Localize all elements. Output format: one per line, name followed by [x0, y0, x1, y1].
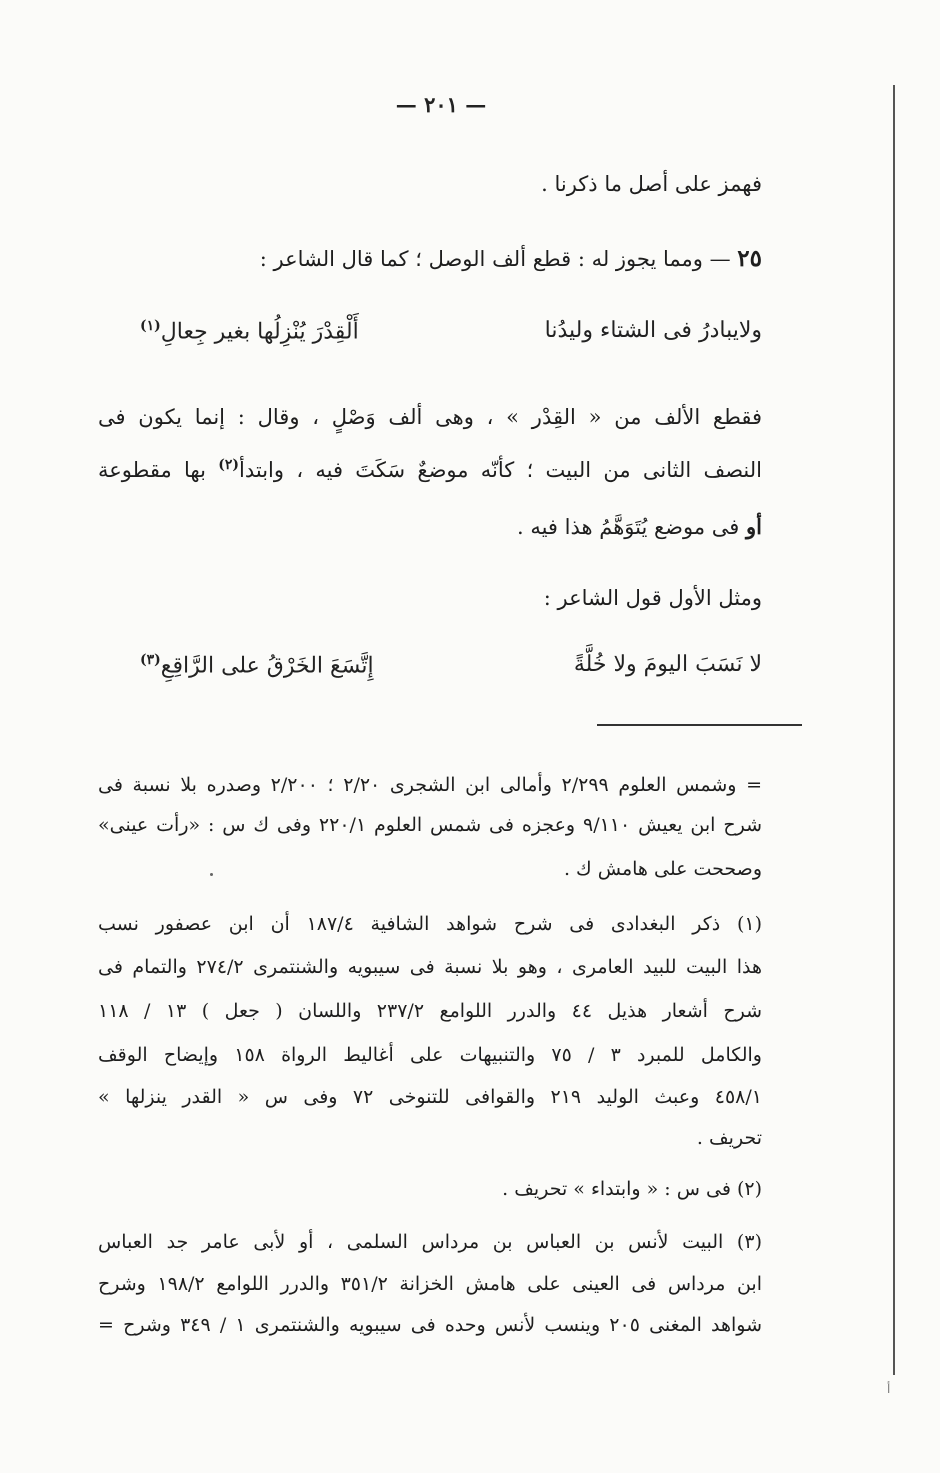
footnote-separator	[597, 724, 802, 726]
footnote-1-line-4: والكامل للمبرد ٣ / ٧٥ والتنبيهات على أغاليط الرواة ١٥٨ وإيضاح الوقف	[98, 1044, 762, 1066]
paragraph-2-line-1: فقطع الألف من « القِدْر » ، وهى ألف وَصْلٍ ، وقال : إنما يكون فى	[98, 405, 762, 429]
footnote-2: (٢) فى س : « وابتداء » تحريف .	[502, 1178, 762, 1200]
footnote-3-line-2: ابن مرداس فى العينى على هامش الخزانة ٣٥١/٢ والدرر اللوامع ١٩٨/٢ وشرح	[98, 1273, 762, 1295]
paragraph-2-line-2-text: النصف الثانى من البيت ؛ كأنّه موضعٌ سَكَتَ فيه ، وابتدأ	[239, 458, 762, 482]
paragraph-2-line-3-bold: أو	[746, 514, 762, 539]
body-line-1: فهمز على أصل ما ذكرنا .	[541, 172, 762, 196]
verse-2-first-text: لا نَسَبَ اليومَ ولا خُلَّةً	[573, 652, 762, 677]
footnote-3-line-1: (٣) البيت لأنس بن العباس بن مرداس السلمى ، أو لأبى عامر جد العباس	[98, 1231, 762, 1253]
verse-1-second-hemistich	[140, 318, 359, 344]
verse-2-first-hemistich	[574, 652, 762, 677]
footnote-ref-3: (٣)	[140, 652, 161, 668]
verse-1-first-hemistich	[545, 318, 762, 343]
footnote-cont-line-2: شرح ابن يعيش ٩/١١٠ وعجزه فى شمس العلوم ٢٢٠/١ وفى ك س : «رأت عينى»	[98, 814, 762, 836]
verse-1-second-text: أَلْقِدْرَ يُنْزِلُها بغير جِعالِ	[160, 319, 359, 345]
verse-2-second-hemistich	[140, 652, 374, 678]
paragraph-2-line-3-text: فى موضع يُتَوَهَّمُ هذا فيه .	[516, 515, 740, 539]
margin-mark: أ	[887, 1382, 891, 1396]
footnote-1-line-2: هذا البيت للبيد العامرى ، وهو بلا نسبة فى سيبويه والشنتمرى ٢٧٤/٢ والتمام فى	[98, 956, 762, 978]
footnote-3-line-3: شواهد المغنى ٢٠٥ وينسب لأنس وحده فى سيبويه والشنتمرى ١ / ٣٤٩ وشرح =	[98, 1314, 763, 1336]
body-line-mithl: ومثل الأول قول الشاعر :	[543, 586, 762, 610]
footnote-1-line-5: ٤٥٨/١ وعبث الوليد ٢١٩ والقوافى للتنوخى ٧٢ وفى س « القدر ينزلها »	[98, 1086, 762, 1108]
page-number: — ٢٠١ —	[395, 92, 487, 117]
footnote-1-line-3: شرح أشعار هذيل ٤٤ والدرر اللوامع ٢٣٧/٢ واللسان ( جعل ) ١٣ / ١١٨	[98, 1000, 762, 1022]
paragraph-2-line-2-end: بها مقطوعة	[98, 458, 219, 482]
paragraph-25-text: — ومما يجوز له : قطع ألف الوصل ؛ كما قال الشاعر :	[259, 247, 731, 271]
paragraph-2-line-2	[98, 457, 762, 482]
verse-1-first-text: ولايبادرُ فى الشتاء وليدُنا	[544, 318, 762, 343]
paragraph-25	[98, 245, 762, 272]
paragraph-2-line-3	[98, 514, 762, 539]
footnote-cont-line-1: = وشمس العلوم ٢/٢٩٩ وأمالى ابن الشجرى ٢/٢٠ ؛ ٢/٢٠٠ وصدره بلا نسبة فى	[98, 774, 763, 796]
footnote-cont-line-3: وصححت على هامش ك .	[563, 858, 762, 880]
footnote-1-line-1: (١) ذكر البغدادى فى شرح شواهد الشافية ١٨٧/٤ أن ابن عصفور نسب	[98, 913, 763, 935]
verse-2-second-text: إِتَّسَعَ الخَرْقُ على الرَّاقِعِ	[160, 653, 374, 679]
footnote-ref-1: (١)	[140, 318, 161, 334]
paragraph-number: ٢٥	[737, 245, 762, 272]
footnote-ref-2: (٢)	[218, 457, 240, 473]
footnote-1-line-6: تحريف .	[696, 1127, 762, 1149]
page-edge-line	[893, 85, 895, 1375]
ink-dot	[210, 873, 213, 876]
